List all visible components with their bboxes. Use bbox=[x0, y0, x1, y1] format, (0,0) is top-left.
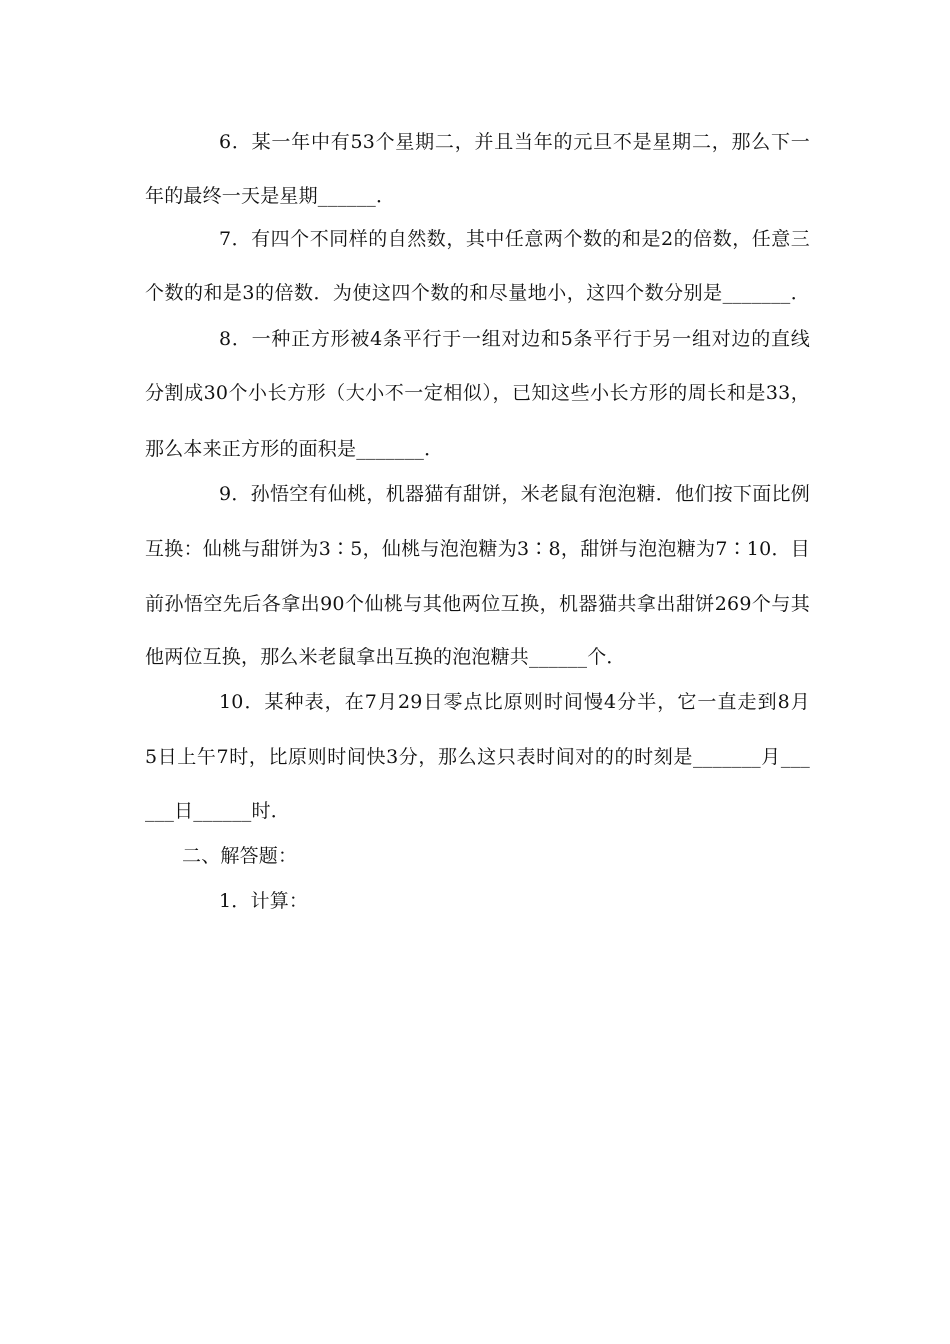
question-6-line-2: 年的最终一天是星期______． bbox=[145, 185, 396, 207]
question-7-line-1: 7．有四个不同样的自然数，其中任意两个数的和是2的倍数，任意三 bbox=[219, 228, 810, 250]
question-10-line-3: ___日______时． bbox=[145, 800, 290, 822]
section-2-item-1: 1．计算： bbox=[219, 890, 309, 912]
section-2-heading: 二、解答题： bbox=[182, 845, 298, 867]
question-8-line-3: 那么本来正方形的面积是_______． bbox=[145, 438, 444, 460]
question-6-line-1: 6．某一年中有53个星期二，并且当年的元旦不是星期二，那么下一 bbox=[219, 131, 810, 153]
question-7-line-2: 个数的和是3的倍数．为使这四个数的和尽量地小，这四个数分别是_______． bbox=[145, 282, 810, 304]
question-9-line-2: 互换：仙桃与甜饼为3∶5，仙桃与泡泡糖为3∶8，甜饼与泡泡糖为7∶10．目 bbox=[145, 538, 810, 560]
question-10-line-2: 5日上午7时，比原则时间快3分，那么这只表时间对的的时刻是_______月___ bbox=[145, 746, 810, 768]
question-10-line-1: 10．某种表，在7月29日零点比原则时间慢4分半，它一直走到8月 bbox=[219, 691, 810, 713]
question-9-line-4: 他两位互换，那么米老鼠拿出互换的泡泡糖共______个． bbox=[145, 646, 626, 668]
question-8-line-1: 8．一种正方形被4条平行于一组对边和5条平行于另一组对边的直线 bbox=[219, 328, 810, 350]
question-8-line-2: 分割成30个小长方形（大小不一定相似），已知这些小长方形的周长和是33， bbox=[145, 382, 810, 404]
question-9-line-1: 9．孙悟空有仙桃，机器猫有甜饼，米老鼠有泡泡糖．他们按下面比例 bbox=[219, 483, 810, 505]
question-9-line-3: 前孙悟空先后各拿出90个仙桃与其他两位互换，机器猫共拿出甜饼269个与其 bbox=[145, 593, 810, 615]
